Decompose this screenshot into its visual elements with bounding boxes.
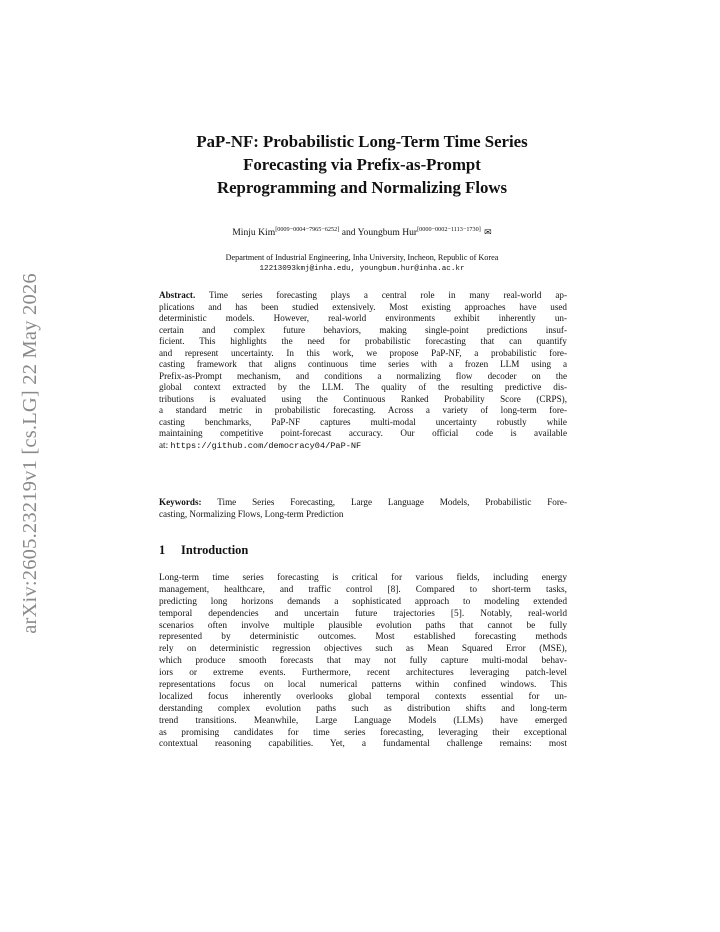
code-url-link[interactable]: https://github.com/democracy04/PaP-NF — [170, 440, 362, 451]
body-line: localized focus inherently overlooks global temporal contexts essential for un- — [159, 691, 567, 702]
body-line: representations focus on local numerical patterns within confined windows. This — [159, 680, 567, 691]
section-heading — [159, 543, 248, 558]
paper-title — [120, 130, 604, 199]
body-line: as promising candidates for time series forecasting, leveraging their exceptional — [159, 727, 567, 738]
arxiv-identifier: arXiv:2605.23219v1 [cs.LG] 22 May 2026 — [18, 272, 41, 634]
abstract-line — [159, 440, 567, 452]
body-line: trend transitions. Meanwhile, Large Language Models (LLMs) have emerged — [159, 715, 567, 726]
abstract-line — [159, 290, 567, 302]
author-name: Youngbum Hur — [357, 227, 418, 238]
orcid-id: [0000−0002−1113−1730] — [417, 226, 481, 233]
abstract-line: ficient. This highlights the need for probabilistic forecasting that can quantify — [159, 336, 567, 346]
envelope-icon: ✉ — [484, 227, 492, 237]
department-line: Department of Industrial Engineering, Inha University, Incheon, Republic of Korea — [225, 253, 499, 262]
arxiv-side-stamp — [10, 258, 50, 648]
abstract-line: maintaining competitive point-forecast accuracy. Our official code is available — [159, 428, 567, 438]
body-line: contextual reasoning capabilities. Yet, a fundamental challenge remains: most — [159, 739, 567, 750]
keywords-line — [159, 497, 567, 509]
abstract-line: casting framework that aligns continuous time series with a frozen LLM using a — [159, 359, 567, 369]
body-line: derstanding complex evolution paths such as distribution shifts and long-term — [159, 703, 567, 714]
body-line: which produce smooth forecasts that may not fully capture multi-modal behav- — [159, 656, 567, 667]
body-line: scenarios often involve multiple plausible evolution paths that cannot be fully — [159, 620, 567, 631]
abstract-line: Prefix-as-Prompt mechanism, and conditions a normalizing flow decoder on the — [159, 370, 567, 381]
section-number: 1 — [159, 543, 166, 557]
body-line: rely on deterministic regression objectives such as Mean Squared Error (MSE), — [159, 644, 567, 655]
title-line: Forecasting via Prefix-as-Prompt — [243, 155, 481, 174]
body-line: management, healthcare, and traffic control [8]. Compared to short-term tasks, — [159, 584, 567, 595]
abstract-line: deterministic models. However, real-world environments exhibit inherently un- — [159, 313, 567, 323]
title-line: PaP-NF: Probabilistic Long-Term Time Series — [196, 132, 528, 151]
keywords-heading: Keywords: — [159, 497, 202, 507]
body-line: represented by deterministic outcomes. Most established forecasting methods — [159, 632, 567, 643]
abstract-line: global context extracted by the LLM. The quality of the resulting predictive dis- — [159, 382, 567, 392]
keywords — [159, 497, 567, 520]
abstract-line: certain and complex future behaviors, making single-point predictions insuf- — [159, 324, 567, 335]
abstract — [159, 290, 567, 451]
affiliation — [120, 252, 604, 275]
introduction-body — [159, 573, 567, 751]
email-line: 12213093kmj@inha.edu, youngbum.hur@inha.ac.kr — [259, 264, 465, 273]
author-conjunction: and — [341, 227, 356, 238]
author-name: Minju Kim — [232, 227, 276, 238]
author-list — [120, 226, 604, 238]
keywords-text: Time Series Forecasting, Large Language Models, Probabilistic Fore- — [217, 497, 567, 507]
abstract-line: plications and has been studied extensively. Most existing approaches have used — [159, 301, 567, 312]
abstract-heading: Abstract. — [159, 290, 196, 300]
abstract-line: a standard metric in probabilistic forecasting. Across a variety of long-term fore- — [159, 405, 567, 415]
title-line: Reprogramming and Normalizing Flows — [216, 178, 508, 197]
abstract-text: Time series forecasting plays a central role in many real-world ap- — [208, 290, 567, 300]
body-line: predicting long horizons demands a sophisticated approach to modeling extended — [159, 596, 567, 607]
abstract-line: and represent uncertainty. In this work, we propose PaP-NF, a probabilistic fore- — [159, 347, 567, 358]
orcid-id: [0009−0004−7965−6252] — [275, 226, 340, 233]
abstract-line: tributions is evaluated using the Continuous Ranked Probability Score (CRPS), — [159, 393, 567, 404]
body-line: iors or extreme events. Furthermore, recent architectures leveraging patch-level — [159, 668, 567, 679]
body-line: temporal dependencies and uncertain future trajectories [5]. Notably, real-world — [159, 608, 567, 619]
keywords-line: casting, Normalizing Flows, Long-term Prediction — [159, 508, 344, 519]
abstract-line: casting benchmarks, PaP-NF captures multi-modal uncertainty robustly while — [159, 416, 567, 427]
body-line: Long-term time series forecasting is critical for various fields, including energy — [159, 573, 567, 583]
abstract-text: at: — [159, 439, 169, 450]
section-title: Introduction — [181, 543, 249, 557]
